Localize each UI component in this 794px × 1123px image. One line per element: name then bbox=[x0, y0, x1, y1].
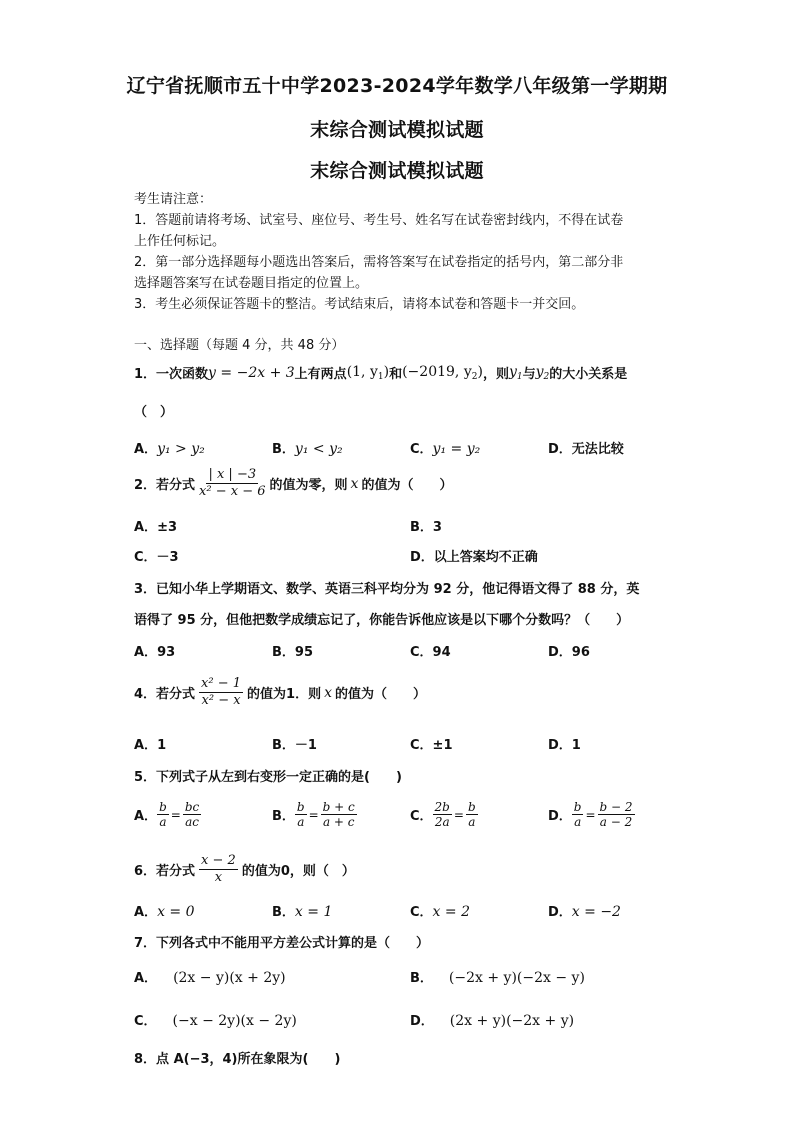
q5-a-eq: = bbox=[170, 807, 181, 822]
q1-and: 和 bbox=[389, 367, 403, 382]
q2-option-b-label: B． bbox=[410, 520, 433, 535]
q5-d-right-den: a − 2 bbox=[599, 815, 633, 829]
q4-pre: 4．若分式 bbox=[134, 687, 196, 702]
q4-option-b-label: B． bbox=[272, 738, 295, 753]
q1-y2 bbox=[536, 364, 550, 382]
q6-fraction bbox=[199, 853, 238, 886]
q1-option-a bbox=[134, 438, 205, 457]
question-1-stem bbox=[134, 363, 627, 382]
q7-option-b bbox=[410, 967, 585, 986]
q7-option-d-expr: (2x + y)(−2x + y) bbox=[449, 1013, 575, 1029]
q3-option-a bbox=[134, 641, 175, 660]
q4-post: 的值为1．则 bbox=[247, 687, 322, 702]
q6-option-a-label: A． bbox=[134, 905, 158, 920]
q6-option-c-expr: x = 2 bbox=[432, 904, 470, 920]
q1-mid1: 上有两点 bbox=[294, 367, 347, 382]
q7-option-b-expr: (−2x + y)(−2x − y) bbox=[448, 970, 585, 986]
q3-option-b-expr: 95 bbox=[294, 645, 314, 660]
q6-option-c bbox=[410, 901, 470, 920]
notice-item-1-cont: 上作任何标记。 bbox=[134, 234, 226, 249]
q1-option-a-label: A． bbox=[134, 442, 158, 457]
q1-option-d-expr: 无法比较 bbox=[571, 442, 624, 457]
q6-post: 的值为0，则（ ） bbox=[241, 864, 355, 879]
q6-option-d-expr: x = −2 bbox=[571, 904, 621, 920]
q5-c-left-den: 2a bbox=[434, 815, 450, 829]
question-3-line2: 语得了 95 分，但他把数学成绩忘记了，你能告诉他应该是以下哪个分数吗？（ ） bbox=[134, 613, 630, 628]
q4-option-d-label: D． bbox=[548, 738, 572, 753]
q5-b-right bbox=[321, 800, 357, 829]
q5-option-b-label: B． bbox=[272, 809, 295, 824]
q3-option-c-label: C． bbox=[410, 645, 433, 660]
q5-option-a-label: A． bbox=[134, 809, 158, 824]
notice-item-2-cont: 选择题答案写在试卷题目指定的位置上。 bbox=[134, 276, 369, 291]
q2-fraction bbox=[197, 467, 267, 500]
notice-item-1: 1．答题前请将考场、试室号、座位号、考生号、姓名写在试卷密封线内，不得在试卷 bbox=[134, 213, 624, 228]
notice-item-3: 3．考生必须保证答题卡的整洁。考试结束后，请将本试卷和答题卡一并交回。 bbox=[134, 297, 585, 312]
q1-option-d-label: D． bbox=[548, 442, 572, 457]
q2-option-a bbox=[134, 516, 177, 535]
q4-var: x bbox=[324, 684, 332, 701]
q3-option-c bbox=[410, 641, 451, 660]
q5-d-eq: = bbox=[585, 807, 596, 822]
q4-post2: 的值为（ ） bbox=[334, 687, 426, 702]
q2-option-c-expr: －3 bbox=[156, 550, 179, 565]
q3-option-a-label: A． bbox=[134, 645, 158, 660]
q4-option-d-expr: 1 bbox=[571, 738, 581, 753]
question-2-stem bbox=[134, 467, 452, 500]
q1-point2-text: (−2019, y bbox=[402, 363, 472, 380]
q2-option-a-label: A． bbox=[134, 520, 158, 535]
q1-yu: 与 bbox=[522, 367, 536, 382]
q4-option-a bbox=[134, 734, 166, 753]
q4-numerator: x² − 1 bbox=[201, 676, 242, 691]
q3-option-d bbox=[548, 641, 590, 660]
q5-a-right-num: bc bbox=[184, 800, 200, 814]
q1-point1: (1, $y_1$) bbox=[346, 363, 390, 382]
question-7-stem: 7．下列各式中不能用平方差公式计算的是（ ） bbox=[134, 936, 430, 951]
q2-option-d-expr: 以上答案均不正确 bbox=[433, 550, 538, 565]
q5-c-left bbox=[433, 800, 452, 829]
q7-option-b-label: B． bbox=[410, 971, 433, 986]
q1-y1-sub: 1 bbox=[516, 371, 523, 382]
q1-point2: (−2019, $y_2$) bbox=[402, 363, 483, 382]
q2-option-c bbox=[134, 546, 179, 565]
q2-option-a-expr: ±3 bbox=[157, 520, 178, 535]
q1-option-c-expr: y₁ = y₂ bbox=[432, 441, 481, 457]
notice-heading: 考生请注意： bbox=[134, 192, 213, 207]
q2-post: 的值为零，则 bbox=[269, 478, 348, 493]
q4-option-c-label: C． bbox=[410, 738, 433, 753]
q7-option-a-expr: (2x − y)(x + 2y) bbox=[173, 970, 286, 986]
q5-c-right bbox=[466, 800, 478, 829]
exam-title-line3: 末综合测试模拟试题 bbox=[310, 160, 484, 182]
q2-option-d-label: D． bbox=[410, 550, 434, 565]
question-8-stem: 8．点 A(−3，4)所在象限为( ) bbox=[134, 1052, 341, 1067]
q1-post: 的大小关系是 bbox=[549, 367, 628, 382]
q2-option-c-label: C． bbox=[134, 550, 157, 565]
q5-a-left-num: b bbox=[159, 800, 167, 814]
q5-option-d-label: D． bbox=[548, 809, 572, 824]
q5-option-c bbox=[410, 800, 478, 829]
q4-denominator: x² − x bbox=[201, 693, 241, 708]
q7-option-d bbox=[410, 1010, 574, 1029]
q1-point1-sub: 1 bbox=[377, 371, 384, 382]
q4-option-a-expr: 1 bbox=[157, 738, 167, 753]
q6-option-a bbox=[134, 901, 195, 920]
q3-option-b bbox=[272, 641, 313, 660]
q7-option-d-label: D． bbox=[410, 1014, 434, 1029]
q1-option-a-expr: y₁ > y₂ bbox=[157, 441, 205, 457]
question-5-stem: 5．下列式子从左到右变形一定正确的是( ) bbox=[134, 770, 402, 785]
q3-option-d-expr: 96 bbox=[571, 645, 590, 660]
q5-a-left-den: a bbox=[159, 815, 167, 829]
q6-option-b bbox=[272, 901, 332, 920]
question-4-stem bbox=[134, 676, 426, 709]
question-3-line1: 3．已知小华上学期语文、数学、英语三科平均分为 92 分，他记得语文得了 88 分，英 bbox=[134, 582, 640, 597]
q7-option-c-label: C． bbox=[134, 1014, 157, 1029]
q6-option-a-expr: x = 0 bbox=[157, 904, 195, 920]
q5-d-right-num: b − 2 bbox=[599, 800, 633, 814]
q4-option-a-label: A． bbox=[134, 738, 158, 753]
q6-option-b-expr: x = 1 bbox=[294, 904, 333, 920]
q1-option-c bbox=[410, 438, 480, 457]
q2-option-b bbox=[410, 516, 442, 535]
q6-numerator: x − 2 bbox=[201, 853, 236, 868]
q2-post2: 的值为（ ） bbox=[361, 478, 453, 493]
q3-option-d-label: D． bbox=[548, 645, 572, 660]
q1-mid2: ，则 bbox=[482, 367, 509, 382]
q4-fraction bbox=[199, 676, 243, 709]
q5-a-right bbox=[183, 800, 201, 829]
q5-option-c-label: C． bbox=[410, 809, 433, 824]
q7-option-a bbox=[134, 967, 286, 986]
q4-option-c bbox=[410, 734, 453, 753]
q4-option-d bbox=[548, 734, 581, 753]
q5-c-eq: = bbox=[453, 807, 464, 822]
q5-b-left-den: a bbox=[297, 815, 305, 829]
q2-numerator: | x | −3 bbox=[208, 467, 257, 482]
q5-b-left-num: b bbox=[296, 800, 305, 814]
q1-y2-text: y bbox=[535, 363, 544, 380]
q5-option-a bbox=[134, 800, 201, 829]
q3-option-b-label: B． bbox=[272, 645, 295, 660]
q5-b-right-den: a + c bbox=[322, 815, 355, 829]
q2-var: x bbox=[350, 475, 359, 492]
q1-option-c-label: C． bbox=[410, 442, 433, 457]
q6-option-d-label: D． bbox=[548, 905, 572, 920]
notice-item-2: 2．第一部分选择题每小题选出答案后，需将答案写在试卷指定的括号内，第二部分非 bbox=[134, 255, 624, 270]
q1-point2-sub: 2 bbox=[471, 371, 478, 382]
q7-option-c bbox=[134, 1010, 297, 1029]
q5-c-left-num: 2b bbox=[434, 800, 450, 814]
q6-option-b-label: B． bbox=[272, 905, 295, 920]
q1-pre: 1．一次函数 bbox=[134, 367, 209, 382]
q1-function: y = −2x + 3 bbox=[208, 364, 295, 381]
exam-title-line1: 辽宁省抚顺市五十中学2023-2024学年数学八年级第一学期期 bbox=[126, 75, 668, 97]
q3-option-a-expr: 93 bbox=[157, 645, 176, 660]
q6-pre: 6．若分式 bbox=[134, 864, 196, 879]
q6-denominator: x bbox=[214, 870, 223, 885]
q5-d-left-den: a bbox=[574, 815, 582, 829]
q5-d-right bbox=[598, 800, 635, 829]
q4-option-c-expr: ±1 bbox=[432, 738, 453, 753]
q6-option-c-label: C． bbox=[410, 905, 433, 920]
q2-pre: 2．若分式 bbox=[134, 478, 196, 493]
q2-option-b-expr: 3 bbox=[432, 520, 442, 535]
section-heading: 一、选择题（每题 4 分，共 48 分） bbox=[134, 338, 345, 353]
q2-denominator: x² − x − 6 bbox=[199, 484, 266, 499]
q5-a-left bbox=[157, 800, 169, 829]
q5-b-eq: = bbox=[308, 807, 319, 822]
q5-option-b bbox=[272, 800, 357, 829]
q5-option-d bbox=[548, 800, 635, 829]
q7-option-c-expr: (−x − 2y)(x − 2y) bbox=[172, 1013, 297, 1029]
q5-c-right-den: a bbox=[468, 815, 476, 829]
q5-d-left bbox=[572, 800, 584, 829]
q5-a-right-den: ac bbox=[185, 815, 199, 829]
q1-y2-sub: 2 bbox=[543, 371, 550, 382]
q5-b-left bbox=[295, 800, 307, 829]
q5-d-left-num: b bbox=[573, 800, 582, 814]
q1-option-b bbox=[272, 438, 343, 457]
q1-option-d bbox=[548, 438, 624, 457]
q1-y1-text: y bbox=[508, 363, 517, 380]
q1-paren: （ ） bbox=[134, 405, 174, 420]
q1-option-b-expr: y₁ < y₂ bbox=[294, 441, 343, 457]
q4-option-b-expr: －1 bbox=[294, 738, 317, 753]
q1-point1-text: (1, y bbox=[346, 363, 378, 380]
q5-c-right-num: b bbox=[467, 800, 476, 814]
q7-option-a-label: A． bbox=[134, 971, 158, 986]
q2-option-d bbox=[410, 546, 538, 565]
q1-option-b-label: B． bbox=[272, 442, 295, 457]
q3-option-c-expr: 94 bbox=[432, 645, 451, 660]
q5-b-right-num: b + c bbox=[322, 800, 355, 814]
exam-title-line2: 末综合测试模拟试题 bbox=[310, 119, 484, 141]
q4-option-b bbox=[272, 734, 317, 753]
question-6-stem bbox=[134, 853, 355, 886]
q6-option-d bbox=[548, 901, 621, 920]
q1-y1 bbox=[509, 364, 523, 382]
